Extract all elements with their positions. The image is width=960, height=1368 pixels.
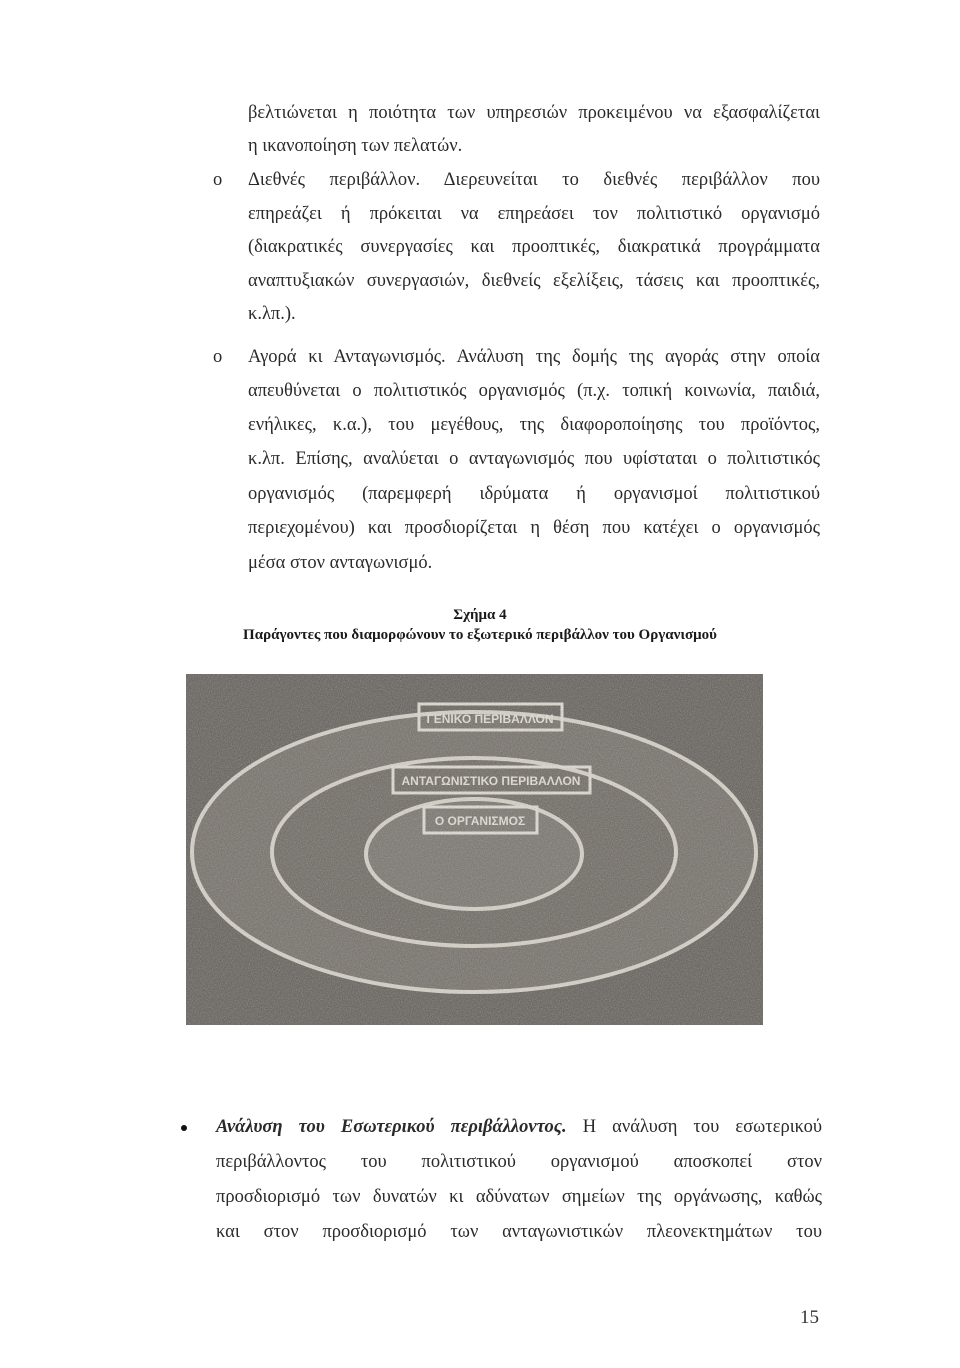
list-item-line: κ.λπ.). <box>248 304 296 324</box>
list-item-line: (διακρατικές συνεργασίες και προοπτικές, διακρατικά προγράμματα <box>248 237 820 257</box>
figure-number: Σχήμα 4 <box>453 607 507 623</box>
section-title: Ανάλυση του Εσωτερικού περιβάλλοντος. <box>216 1117 567 1137</box>
list-item-line: αναπτυξιακών συνεργασιών, διεθνείς εξελίξεις, τάσεις και προοπτικές, <box>248 271 820 291</box>
ellipses-diagram <box>186 674 763 1025</box>
list-item-line: ενήλικες, κ.α.), του μεγέθους, της διαφοροποίησης του προϊόντος, <box>248 415 820 435</box>
paragraph-line: βελτιώνεται η ποιότητα των υπηρεσιών προκειμένου να εξασφαλίζεται <box>248 103 820 123</box>
list-item-line: μέσα στον ανταγωνισμό. <box>248 553 433 573</box>
page-number: 15 <box>800 1307 819 1328</box>
list-bullet: o <box>213 170 223 190</box>
section-line: προσδιορισμό των δυνατών κι αδύνατων σημείων της οργάνωσης, καθώς <box>216 1187 822 1207</box>
list-item-line: Διεθνές περιβάλλον. Διερευνείται το διεθνές περιβάλλον που <box>248 170 820 190</box>
grain-overlay <box>186 674 763 1025</box>
list-item-line: οργανισμός (παρεμφερή ιδρύματα ή οργανισμοί πολιτιστικού <box>248 484 820 504</box>
list-item-line: περιεχομένου) και προσδιορίζεται η θέση που κατέχει ο οργανισμός <box>248 518 820 538</box>
list-bullet: o <box>213 347 223 367</box>
paragraph-line: η ικανοποίηση των πελατών. <box>248 136 463 156</box>
section-text-start: Η ανάλυση του εσωτερικού <box>582 1117 823 1137</box>
list-item-line: απευθύνεται ο πολιτιστικός οργανισμός (π.χ. τοπική κοινωνία, παιδιά, <box>248 381 820 401</box>
section-line: και στον προσδιορισμό των ανταγωνιστικών πλεονεκτημάτων του <box>216 1222 822 1242</box>
list-item-line: Αγορά κι Ανταγωνισμός. Ανάλυση της δομής της αγοράς στην οποία <box>248 347 820 367</box>
section-line: περιβάλλοντος του πολιτιστικού οργανισμού αποσκοπεί στον <box>216 1152 822 1172</box>
figure-title: Παράγοντες που διαμορφώνουν το εξωτερικό περιβάλλον του Οργανισμού <box>243 627 717 643</box>
section-bullet <box>181 1125 187 1131</box>
figure-diagram <box>186 674 763 1025</box>
list-item-line: επηρεάζει ή πρόκειται να επηρεάσει τον πολιτιστικό οργανισμό <box>248 204 820 224</box>
list-item-line: κ.λπ. Επίσης, αναλύεται ο ανταγωνισμός που υφίσταται ο πολιτιστικός <box>248 449 820 469</box>
section-first-line <box>216 1111 822 1145</box>
